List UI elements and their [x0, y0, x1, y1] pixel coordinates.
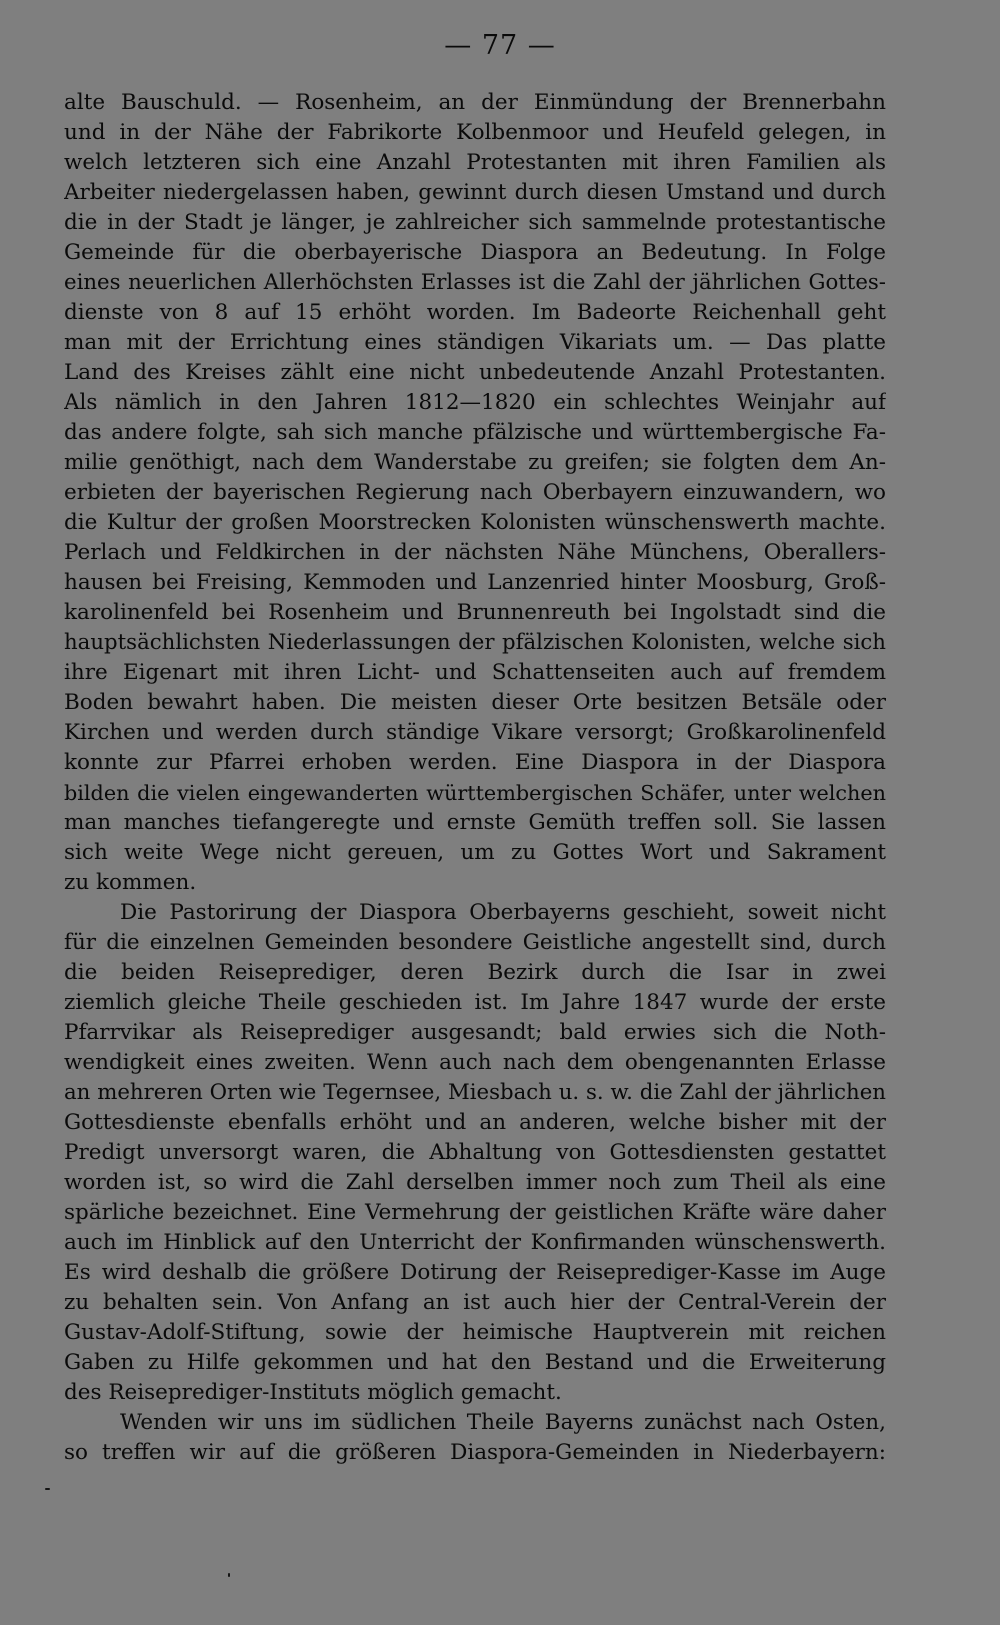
text-line: bilden die vielen eingewanderten württembergischen Schäfer, unter welchen — [64, 781, 886, 805]
text-line: erbieten der bayerischen Regierung nach Oberbayern einzuwandern, wo — [64, 480, 886, 505]
text-line: Pfarrvikar als Reiseprediger ausgesandt; bald erwies sich die Noth- — [64, 1020, 886, 1045]
text-line: Es wird deshalb die größere Dotirung der Reiseprediger-Kasse im Auge — [64, 1260, 886, 1285]
text-line: ihre Eigenart mit ihren Licht- und Schattenseiten auch auf fremdem — [64, 660, 886, 685]
text-line: Gottesdienste ebenfalls erhöht und an anderen, welche bisher mit der — [64, 1110, 886, 1135]
text-line: man manches tiefangeregte und ernste Gemüth treffen soll. Sie lassen — [64, 810, 886, 835]
text-line: Gemeinde für die oberbayerische Diaspora an Bedeutung. In Folge — [64, 240, 886, 265]
text-line: alte Bauschuld. — Rosenheim, an der Einmündung der Brennerbahn — [64, 90, 886, 115]
text-line: so treffen wir auf die größeren Diaspora-Gemeinden in Niederbayern: — [64, 1440, 886, 1465]
text-line: Predigt unversorgt waren, die Abhaltung von Gottesdiensten gestattet — [64, 1140, 886, 1165]
text-line: die Kultur der großen Moorstrecken Kolonisten wünschenswerth machte. — [64, 510, 886, 535]
text-line: Die Pastorirung der Diaspora Oberbayerns geschieht, soweit nicht — [120, 900, 886, 925]
text-line: konnte zur Pfarrei erhoben werden. Eine Diaspora in der Diaspora — [64, 750, 886, 775]
text-line: welch letzteren sich eine Anzahl Protestanten mit ihren Familien als — [64, 150, 886, 175]
text-line: an mehreren Orten wie Tegernsee, Miesbach u. s. w. die Zahl der jährlichen — [64, 1080, 886, 1105]
text-line: Arbeiter niedergelassen haben, gewinnt durch diesen Umstand und durch — [64, 180, 886, 205]
text-line: man mit der Errichtung eines ständigen Vikariats um. — Das platte — [64, 330, 886, 355]
text-line: spärliche bezeichnet. Eine Vermehrung der geistlichen Kräfte wäre daher — [64, 1200, 886, 1225]
text-line: zu behalten sein. Von Anfang an ist auch hier der Central-Verein der — [64, 1290, 886, 1315]
text-line: hausen bei Freising, Kemmoden und Lanzenried hinter Moosburg, Groß- — [64, 570, 886, 595]
text-line: Gustav-Adolf-Stiftung, sowie der heimische Hauptverein mit reichen — [64, 1320, 886, 1345]
text-line: sich weite Wege nicht gereuen, um zu Gottes Wort und Sakrament — [64, 840, 886, 865]
text-line: eines neuerlichen Allerhöchsten Erlasses ist die Zahl der jährlichen Gottes- — [64, 270, 886, 295]
text-line: worden ist, so wird die Zahl derselben immer noch zum Theil als eine — [64, 1170, 886, 1195]
page-number: — 77 — — [444, 30, 556, 61]
text-line: zu kommen. — [64, 870, 197, 895]
text-line: hauptsächlichsten Niederlassungen der pfälzischen Kolonisten, welche sich — [64, 630, 886, 655]
ink-speck — [45, 1488, 50, 1490]
text-line: dienste von 8 auf 15 erhöht worden. Im Badeorte Reichenhall geht — [64, 300, 886, 325]
text-line: des Reiseprediger-Instituts möglich gemacht. — [64, 1380, 562, 1405]
text-line: Boden bewahrt haben. Die meisten dieser Orte besitzen Betsäle oder — [64, 690, 886, 715]
text-line: milie genöthigt, nach dem Wanderstabe zu greifen; sie folgten dem An- — [64, 450, 886, 475]
ink-speck — [228, 1573, 230, 1577]
text-line: Perlach und Feldkirchen in der nächsten Nähe Münchens, Oberallers- — [64, 540, 886, 565]
text-line: Gaben zu Hilfe gekommen und hat den Bestand und die Erweiterung — [64, 1350, 886, 1375]
text-line: für die einzelnen Gemeinden besondere Geistliche angestellt sind, durch — [64, 930, 886, 955]
text-line: Land des Kreises zählt eine nicht unbedeutende Anzahl Protestanten. — [64, 360, 886, 385]
text-line: das andere folgte, sah sich manche pfälzische und württembergische Fa- — [64, 420, 886, 445]
text-line: wendigkeit eines zweiten. Wenn auch nach dem obengenannten Erlasse — [64, 1050, 886, 1075]
text-line: auch im Hinblick auf den Unterricht der Konfirmanden wünschenswerth. — [64, 1230, 886, 1255]
body-text — [64, 88, 886, 1468]
text-line: ziemlich gleiche Theile geschieden ist. Im Jahre 1847 wurde der erste — [64, 990, 886, 1015]
text-line: Wenden wir uns im südlichen Theile Bayerns zunächst nach Osten, — [120, 1410, 886, 1435]
text-line: die in der Stadt je länger, je zahlreicher sich sammelnde protestantische — [64, 210, 886, 235]
text-line: karolinenfeld bei Rosenheim und Brunnenreuth bei Ingolstadt sind die — [64, 600, 886, 625]
text-line: und in der Nähe der Fabrikorte Kolbenmoor und Heufeld gelegen, in — [64, 120, 886, 145]
text-line: Kirchen und werden durch ständige Vikare versorgt; Großkarolinenfeld — [64, 720, 886, 745]
text-line: die beiden Reiseprediger, deren Bezirk durch die Isar in zwei — [64, 960, 886, 985]
text-line: Als nämlich in den Jahren 1812—1820 ein schlechtes Weinjahr auf — [64, 390, 886, 415]
